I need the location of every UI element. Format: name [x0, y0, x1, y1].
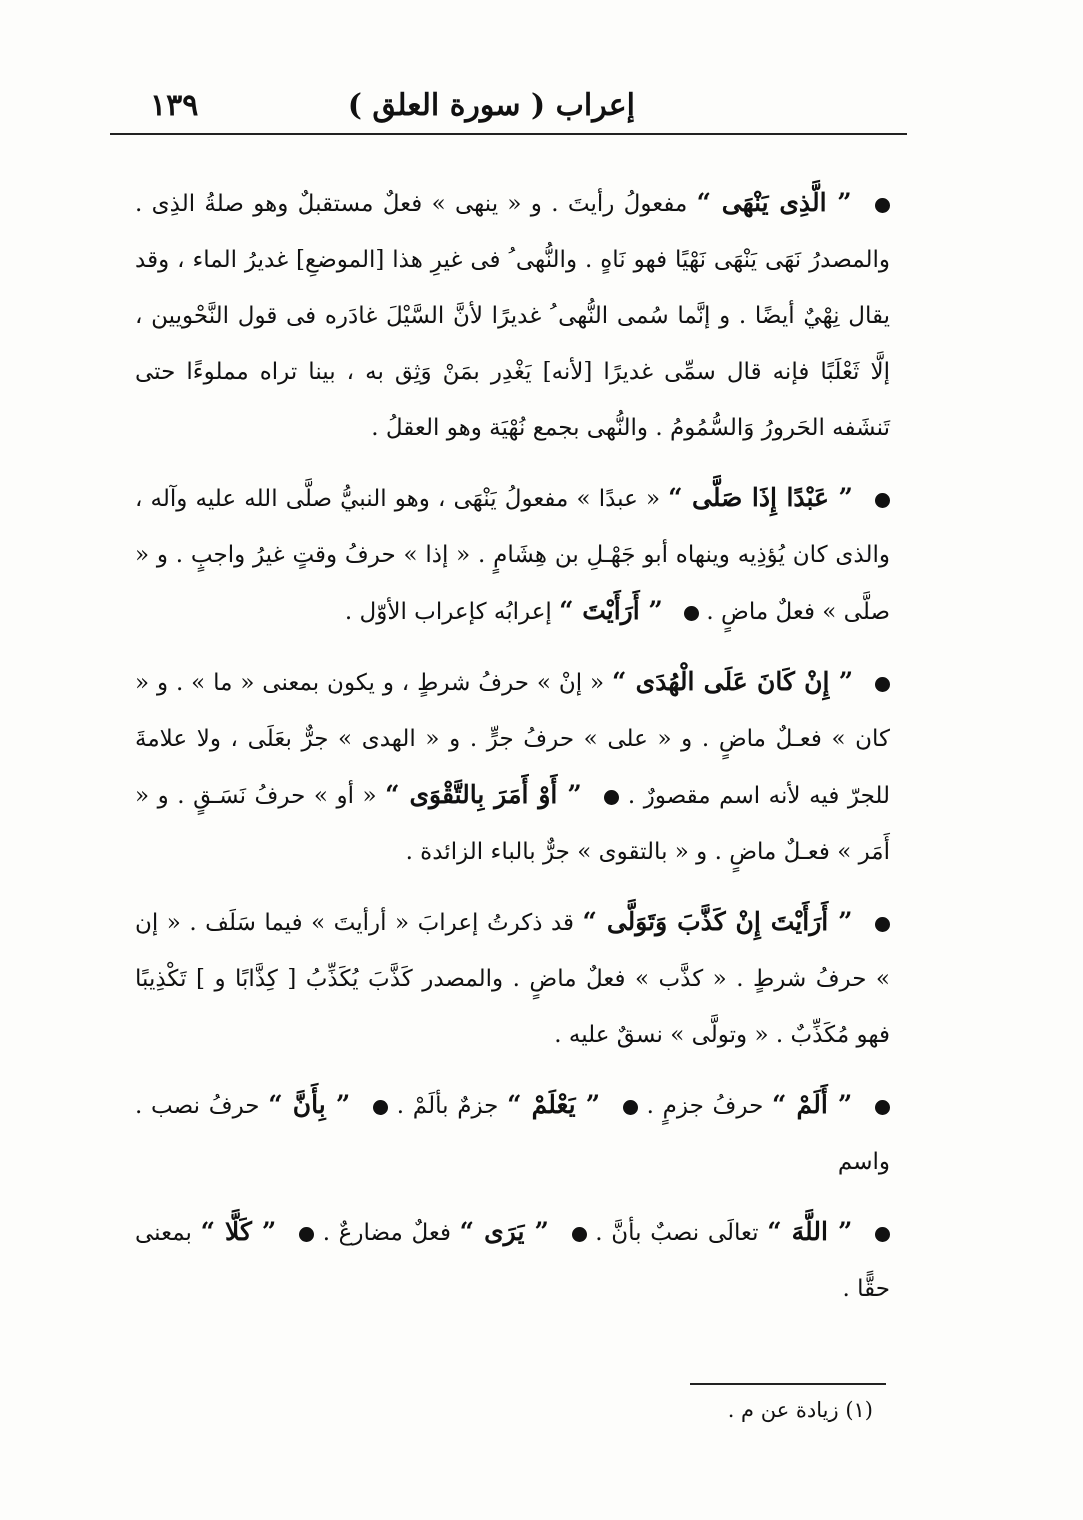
paragraph-text: فعلٌ مضارعٌ . — [322, 1220, 451, 1246]
quran-quote: ” عَبْدًا إِذَا صَلَّى “ — [668, 483, 853, 512]
header-rule — [110, 133, 907, 135]
quran-quote: ” يَرَى “ — [459, 1217, 549, 1246]
bullet-icon — [604, 790, 619, 805]
footnote-rule — [690, 1383, 886, 1385]
paragraph-text: « إنْ » حرفُ شرطٍ ، و يكون بمعنى « ما » . و « كان » فعـلٌ ماضٍ . و « على » حرفُ جرٍّ . و « الهدى » جرٌّ بعَلَى ، ولا علامةَ للجرّ فيه لأنه اسم مقصورٌ . — [135, 670, 891, 809]
paragraph-3 — [135, 654, 890, 880]
quran-quote: ” إِنْ كَانَ عَلَى الْهُدَى “ — [611, 667, 854, 696]
footnote: (١) زيادة عن م . — [727, 1398, 873, 1422]
page-body — [135, 175, 890, 1331]
quran-quote: ” أَوْ أَمَرَ بِالتَّقْوَى “ — [385, 780, 582, 809]
bullet-icon — [373, 1100, 388, 1115]
paragraph-text: بمعنى حقًّا . — [135, 1220, 890, 1302]
paragraph-text: حرفُ جزمٍ . — [646, 1093, 764, 1119]
quran-quote: ” يَعْلَمْ “ — [507, 1090, 601, 1119]
quran-quote: ” أَرَأَيْتَ إِنْ كَذَّبَ وَتَوَلَّى “ — [582, 907, 853, 936]
paragraph-2 — [135, 470, 890, 640]
paragraph-text: إعرابُه كإعراب الأوّل . — [344, 599, 552, 625]
page-title: إعراب ( سورة العلق ) — [347, 88, 635, 123]
quran-quote: ” اللَّهَ “ — [767, 1217, 853, 1246]
paragraph-4 — [135, 894, 890, 1063]
bullet-icon — [875, 917, 890, 932]
paragraph-text: قد ذكرتُ إعرابَ « أرأيتَ » فيما سَلَف . « إن » حرفُ شرطٍ . « كذَّب » فعلٌ ماضٍ . والمصدر كَذَّبَ يُكَذِّبُ [ كِذَّابًا و ] تَكْذِيبًا فهو مُكَذِّبٌ . « وتولَّى » نسقٌ عليه . — [135, 910, 890, 1048]
quran-quote: ” بِأَنَّ “ — [268, 1090, 351, 1119]
quran-quote: ” أَلَمْ “ — [772, 1090, 853, 1119]
bullet-icon — [875, 493, 890, 508]
paragraph-text: مفعولُ رأيتَ . و « ينهى » فعلٌ مستقبلٌ وهو صلةُ الذِى . والمصدرُ نَهَى يَنْهَى نَهْيًا فهو نَاهٍ . والنُّهى ُ فى غيرِ هذا [الموضعِ] غديرُ الماء ، وقد يقال نِهْيٌ أيضًا . و إنَّما سُمى النُّهى ُ غديرًا لأنَّ السَّيْلَ غادَره فى قول النَّحْويين ، إلَّا ثَعْلَبًا فإنه قال سمِّى غديرًا [لأنه] يَغْدِر بمَنْ وَثِق به ، بينا تراه مملوءًا حتى تَنشَفه الحَرورُ وَالسُّمُومُ . والنُّهى بجمع نُهْيَة وهو العقلُ . — [135, 191, 890, 441]
quran-quote: ” كَلَّا “ — [200, 1217, 277, 1246]
bullet-icon — [572, 1227, 587, 1242]
bullet-icon — [875, 1100, 890, 1115]
paragraph-text: « عبدًا » مفعولُ يَنْهَى ، وهو النبيُّ صلَّى الله عليه وآله ، والذى كان يُؤذِيه وينهاه أبو جَهْـلِ بن هِشَامٍ . « إذا » حرفُ وقتٍ غيرُ واجبٍ . و « صلَّى » فعلٌ ماضٍ . — [135, 486, 890, 625]
paragraph-1 — [135, 175, 890, 456]
quran-quote: ” الَّذِى يَنْهَى “ — [696, 188, 852, 217]
bullet-icon — [623, 1100, 638, 1115]
paragraph-text: « أو » حرفُ نَسَـقٍ . و « أَمَر » فعـلٌ ماضٍ . و « بالتقوى » جرٌّ بالباء الزائدة . — [135, 783, 890, 865]
bullet-icon — [875, 198, 890, 213]
bullet-icon — [684, 606, 699, 621]
bullet-icon — [875, 1227, 890, 1242]
quran-quote: ” أَرَأَيْتَ “ — [559, 596, 663, 625]
paragraph-5 — [135, 1077, 890, 1190]
page-number: ١٣٩ — [150, 88, 199, 123]
bullet-icon — [875, 677, 890, 692]
paragraph-text: حرفُ نصب . واسم — [135, 1093, 890, 1175]
bullet-icon — [299, 1227, 314, 1242]
paragraph-6 — [135, 1204, 890, 1317]
paragraph-text: تعالَى نصبٌ بأنَّ . — [595, 1220, 759, 1246]
page-header — [110, 82, 905, 138]
paragraph-text: جزمٌ بألَمْ . — [396, 1093, 499, 1119]
